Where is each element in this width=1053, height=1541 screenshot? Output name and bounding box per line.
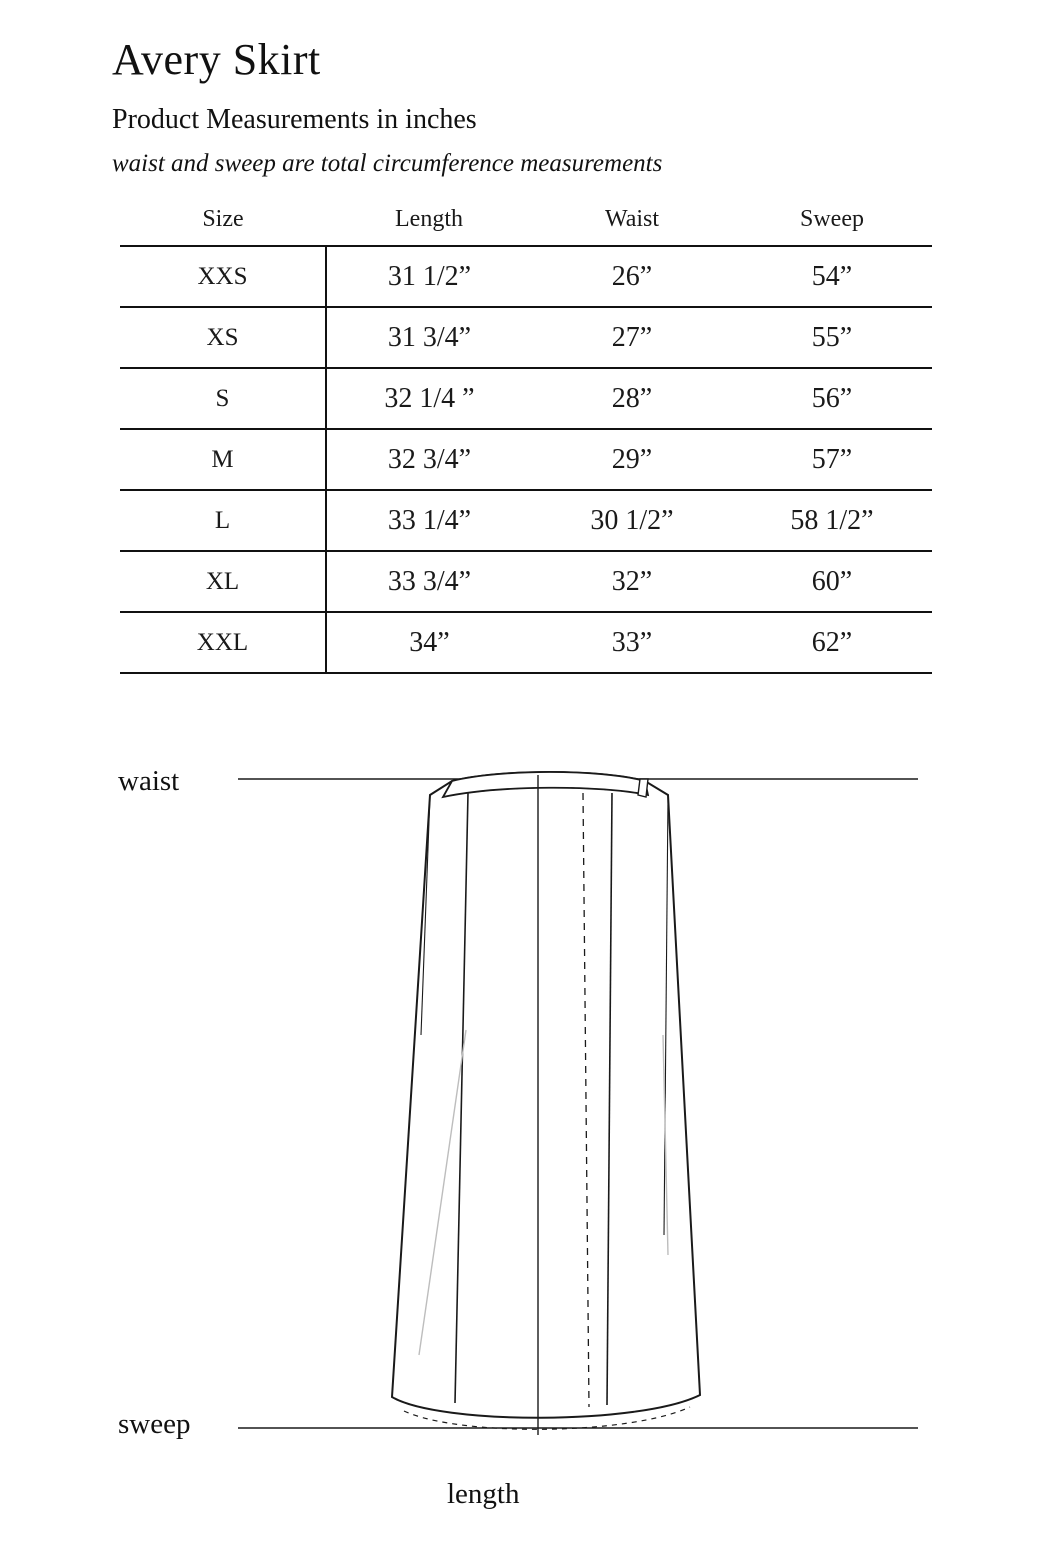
cell-sweep: 54”	[732, 246, 932, 307]
table-row	[120, 368, 932, 429]
cell-sweep: 56”	[732, 368, 932, 429]
measurement-note: waist and sweep are total circumference measurements	[112, 150, 663, 177]
table-row	[120, 551, 932, 612]
column-header-sweep: Sweep	[800, 206, 864, 232]
skirt-outline	[392, 772, 700, 1418]
cell-length: 32 1/4 ”	[326, 368, 532, 429]
cell-length: 31 3/4”	[326, 307, 532, 368]
skirt-diagram	[0, 735, 1053, 1525]
column-header-size: Size	[202, 206, 244, 232]
measurements-table	[120, 200, 932, 674]
cell-size: XS	[120, 307, 326, 368]
page-subtitle: Product Measurements in inches	[112, 104, 477, 135]
cell-sweep: 58 1/2”	[732, 490, 932, 551]
zipper-tab	[638, 779, 648, 797]
table-row	[120, 307, 932, 368]
cell-waist: 26”	[532, 246, 732, 307]
page-title: Avery Skirt	[112, 35, 321, 84]
cell-sweep: 55”	[732, 307, 932, 368]
cell-waist: 33”	[532, 612, 732, 673]
cell-waist: 27”	[532, 307, 732, 368]
table-row	[120, 246, 932, 307]
waist-label: waist	[118, 765, 180, 797]
cell-sweep: 62”	[732, 612, 932, 673]
cell-length: 33 1/4”	[326, 490, 532, 551]
cell-length: 32 3/4”	[326, 429, 532, 490]
column-header-length: Length	[395, 206, 463, 232]
cell-length: 31 1/2”	[326, 246, 532, 307]
table-header-row	[120, 200, 932, 246]
sweep-label: sweep	[118, 1408, 191, 1440]
cell-waist: 28”	[532, 368, 732, 429]
cell-length: 33 3/4”	[326, 551, 532, 612]
cell-length: 34”	[326, 612, 532, 673]
cell-waist: 32”	[532, 551, 732, 612]
length-label: length	[447, 1478, 520, 1510]
cell-waist: 30 1/2”	[532, 490, 732, 551]
table-row	[120, 490, 932, 551]
column-header-waist: Waist	[604, 206, 660, 232]
table-row	[120, 429, 932, 490]
cell-size: M	[120, 429, 326, 490]
cell-size: L	[120, 490, 326, 551]
cell-size: XL	[120, 551, 326, 612]
table-row	[120, 612, 932, 673]
cell-size: XXL	[120, 612, 326, 673]
cell-size: XXS	[120, 246, 326, 307]
cell-sweep: 57”	[732, 429, 932, 490]
cell-size: S	[120, 368, 326, 429]
cell-waist: 29”	[532, 429, 732, 490]
cell-sweep: 60”	[732, 551, 932, 612]
